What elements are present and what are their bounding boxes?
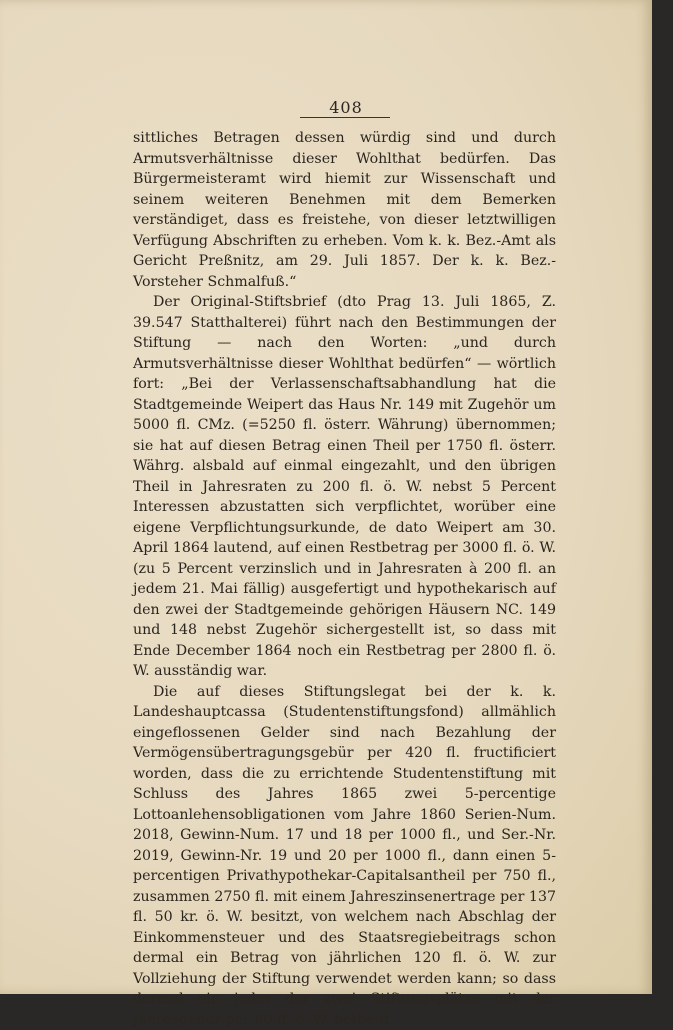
paragraph-continuation: sittliches Betragen dessen würdig sind und durch Armutsverhältnisse dieser Wohlthat bedürfen. Das Bürgermeisteramt wird hiemit zur Wissenschaft und seinem weiteren Benehmen mit dem Bemerken verständiget, dass es freistehe, von dieser letztwilligen Verfügung Abschriften zu erheben. Vom k. k. Bez.-Amt als Gericht Preßnitz, am 29. Juli 1857. Der k. k. Bez.-Vorsteher Schmalfuß.“ bbox=[133, 128, 556, 292]
page-number-rule bbox=[300, 117, 390, 118]
page-number: 408 bbox=[326, 98, 366, 117]
paragraph-stiftsbrief: Der Original-Stiftsbrief (dto Prag 13. Juli 1865, Z. 39.547 Statthalterei) führt nach den Bestimmungen der Stiftung — nach den Worten: „und durch Armutsverhältnisse dieser Wohlthat bedürfen“ — wörtlich fort: „Bei der Verlassenschaftsabhandlung hat die Stadtgemeinde Weipert das Haus Nr. 149 mit Zugehör um 5000 fl. CMz. (=5250 fl. österr. Währung) übernommen; sie hat auf diesen Betrag einen Theil per 1750 fl. österr. Währg. alsbald auf einmal eingezahlt, und den übrigen Theil in Jahresraten zu 200 fl. ö. W. nebst 5 Percent Interessen abzustatten sich verpflichtet, worüber eine eigene Verpflichtungsurkunde, de dato Weipert am 30. April 1864 lautend, auf einen Restbetrag per 3000 fl. ö. W. (zu 5 Percent verzinslich und in Jahresraten à 200 fl. an jedem 21. Mai fällig) ausgefertigt und hypothekarisch auf den zwei der Stadtgemeinde gehörigen Häusern NC. 149 und 148 nebst Zugehör sichergestellt ist, so dass mit Ende December 1864 noch ein Restbetrag per 2800 fl. ö. W. ausständig war. bbox=[133, 292, 556, 682]
paragraph-stiftungslegat: Die auf dieses Stiftungslegat bei der k. k. Landeshauptcassa (Studentenstiftungsfond) allmählich eingeflossenen Gelder sind nach Bezahlung der Vermögensübertragungsgebür per 420 fl. fructificiert worden, dass die zu errichtende Studentenstiftung mit Schluss des Jahres 1865 zwei 5-percentige Lottoanlehensobligationen vom Jahre 1860 Serien-Num. 2018, Gewinn-Num. 17 und 18 per 1000 fl., und Ser.-Nr. 2019, Gewinn-Nr. 19 und 20 per 1000 fl., dann einen 5-percentigen Privathypothekar-Capitalsantheil per 750 fl., zusammen 2750 fl. mit einem Jahreszinsenertrage per 137 fl. 50 kr. ö. W. besitzt, von welchem nach Abschlag der Einkommensteuer und des Staatsregiebeitrags schon dermal ein Betrag von jährlichen 120 fl. ö. W. zur Vollziehung der Stiftung verwendet werden kann; so dass dermal ein jeder der zwei Stiftungsplätze mit der Jahresgebür per 60 fl. ö. W. betheilt bbox=[133, 682, 556, 1030]
body-text bbox=[133, 128, 556, 1030]
